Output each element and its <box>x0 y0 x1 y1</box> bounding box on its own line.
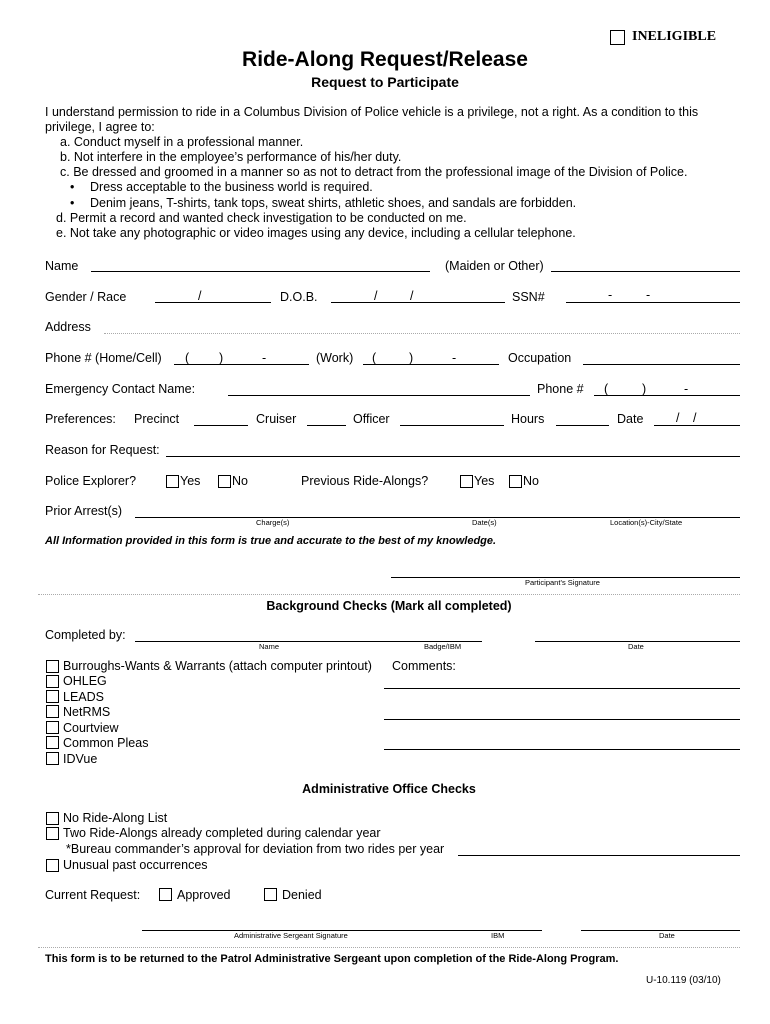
dash-sep: - <box>608 288 613 302</box>
approved-label: Approved <box>177 888 231 902</box>
slash-sep: / <box>374 289 378 303</box>
prior-arrests-label: Prior Arrest(s) <box>45 504 123 518</box>
check-netrms-label: NetRMS <box>63 705 111 719</box>
name-field[interactable] <box>91 271 430 272</box>
denied-checkbox[interactable] <box>264 888 277 901</box>
previous-no-label: No <box>523 474 539 488</box>
check-burroughs-label: Burroughs-Wants & Warrants (attach computer printout) <box>63 659 372 673</box>
condition-e: e. Not take any photographic or video images using any device, including a cellular telephone. <box>56 226 576 240</box>
bullet-icon: • <box>70 196 75 210</box>
officer-field[interactable] <box>400 425 504 426</box>
previous-label: Previous Ride-Alongs? <box>301 474 429 488</box>
occupation-label: Occupation <box>508 351 572 365</box>
name-caption: Name <box>259 642 280 651</box>
check-common-pleas-label: Common Pleas <box>63 736 149 750</box>
intro-line-2: privilege, I agree to: <box>45 120 155 134</box>
phone-work-field[interactable] <box>363 364 499 365</box>
comments-line-3[interactable] <box>384 749 740 750</box>
no-list-label: No Ride-Along List <box>63 811 168 825</box>
ineligible-label: INELIGIBLE <box>632 29 717 44</box>
gender-race-label: Gender / Race <box>45 290 127 304</box>
bullet-icon: • <box>70 180 75 194</box>
footer-divider <box>38 947 740 948</box>
precinct-field[interactable] <box>194 425 248 426</box>
cruiser-field[interactable] <box>307 425 346 426</box>
check-idvue-checkbox[interactable] <box>46 752 59 765</box>
address-field[interactable] <box>104 333 740 334</box>
dates-caption: Date(s) <box>472 518 497 527</box>
bureau-approval-field[interactable] <box>458 855 740 856</box>
reason-field[interactable] <box>166 456 740 457</box>
dash-sep: - <box>262 351 267 365</box>
date-label: Date <box>617 412 644 426</box>
paren-open: ( <box>604 382 609 396</box>
address-label: Address <box>45 320 91 334</box>
charges-caption: Charge(s) <box>256 518 290 527</box>
condition-b: b. Not interfere in the employee’s performance of his/her duty. <box>60 150 402 164</box>
slash-sep: / <box>676 411 680 425</box>
explorer-no-checkbox[interactable] <box>218 475 231 488</box>
work-label: (Work) <box>316 351 354 365</box>
cruiser-label: Cruiser <box>256 412 297 426</box>
completed-by-label: Completed by: <box>45 628 126 642</box>
intro-line-1: I understand permission to ride in a Columbus Division of Police vehicle is a privilege, not a right. As a condition to this <box>45 105 699 119</box>
previous-yes-label: Yes <box>474 474 495 488</box>
emergency-field[interactable] <box>228 395 530 396</box>
explorer-label: Police Explorer? <box>45 474 137 488</box>
two-rides-checkbox[interactable] <box>46 827 59 840</box>
emergency-phone-label: Phone # <box>537 382 584 396</box>
background-heading: Background Checks (Mark all completed) <box>266 599 512 613</box>
comments-label: Comments: <box>392 659 456 673</box>
condition-a: a. Conduct myself in a professional manner. <box>60 135 304 149</box>
ineligible-checkbox[interactable] <box>610 30 625 45</box>
approved-checkbox[interactable] <box>159 888 172 901</box>
no-list-checkbox[interactable] <box>46 812 59 825</box>
check-idvue-label: IDVue <box>63 752 98 766</box>
bureau-approval-label: *Bureau commander’s approval for deviation from two rides per year <box>66 842 445 856</box>
phone-home-field[interactable] <box>174 364 309 365</box>
occupation-field[interactable] <box>583 364 740 365</box>
check-ohleg-checkbox[interactable] <box>46 675 59 688</box>
paren-close: ) <box>642 382 647 396</box>
check-burroughs-checkbox[interactable] <box>46 660 59 673</box>
reason-label: Reason for Request: <box>45 443 160 457</box>
dob-field[interactable] <box>331 302 505 303</box>
name-label: Name <box>45 259 79 273</box>
check-ohleg-label: OHLEG <box>63 674 107 688</box>
paren-close: ) <box>409 351 414 365</box>
sergeant-date-caption: Date <box>659 931 675 940</box>
maiden-field[interactable] <box>551 271 740 272</box>
explorer-yes-label: Yes <box>180 474 201 488</box>
badge-caption: Badge/IBM <box>424 642 462 651</box>
explorer-no-label: No <box>232 474 248 488</box>
form-number: U-10.119 (03/10) <box>646 975 721 986</box>
check-courtview-checkbox[interactable] <box>46 721 59 734</box>
dash-sep: - <box>684 382 689 396</box>
check-courtview-label: Courtview <box>63 721 119 735</box>
current-request-label: Current Request: <box>45 888 141 902</box>
paren-open: ( <box>185 351 190 365</box>
emergency-label: Emergency Contact Name: <box>45 382 196 396</box>
check-netrms-checkbox[interactable] <box>46 705 59 718</box>
maiden-label: (Maiden or Other) <box>445 259 544 273</box>
page-subtitle: Request to Participate <box>311 74 459 90</box>
check-leads-checkbox[interactable] <box>46 690 59 703</box>
certify-statement: All Information provided in this form is true and accurate to the best of my knowledge. <box>45 535 497 547</box>
slash-sep: / <box>410 289 414 303</box>
preferences-label: Preferences: <box>45 412 116 426</box>
condition-c: c. Be dressed and groomed in a manner so as not to detract from the professional image of the Division of Police. <box>60 165 688 179</box>
unusual-label: Unusual past occurrences <box>63 858 208 872</box>
admin-heading: Administrative Office Checks <box>302 782 476 796</box>
section-divider <box>38 594 740 595</box>
slash-sep: / <box>693 411 697 425</box>
hours-label: Hours <box>511 412 545 426</box>
hours-field[interactable] <box>556 425 609 426</box>
dash-sep: - <box>646 288 651 302</box>
bullet-forbidden: Denim jeans, T-shirts, tank tops, sweat shirts, athletic shoes, and sandals are forbidden. <box>90 196 577 210</box>
phone-home-label: Phone # (Home/Cell) <box>45 351 162 365</box>
check-leads-label: LEADS <box>63 690 104 704</box>
previous-no-checkbox[interactable] <box>509 475 522 488</box>
explorer-yes-checkbox[interactable] <box>166 475 179 488</box>
dash-sep: - <box>452 351 457 365</box>
previous-yes-checkbox[interactable] <box>460 475 473 488</box>
condition-d: d. Permit a record and wanted check investigation to be conducted on me. <box>56 211 467 225</box>
paren-open: ( <box>372 351 377 365</box>
ssn-label: SSN# <box>512 290 545 304</box>
unusual-checkbox[interactable] <box>46 859 59 872</box>
precinct-label: Precinct <box>134 412 180 426</box>
comments-line-2[interactable] <box>384 719 740 720</box>
return-instructions: This form is to be returned to the Patrol Administrative Sergeant upon completion of the Ride-Along Program. <box>45 953 619 965</box>
sergeant-signature-caption: Administrative Sergeant Signature <box>234 931 348 940</box>
paren-close: ) <box>219 351 224 365</box>
officer-label: Officer <box>353 412 390 426</box>
emergency-phone-field[interactable] <box>594 395 740 396</box>
slash-sep: / <box>198 289 202 303</box>
gender-race-field[interactable] <box>155 302 271 303</box>
ibm-caption: IBM <box>491 931 505 940</box>
bullet-dress: Dress acceptable to the business world is required. <box>90 180 373 194</box>
pref-date-field[interactable] <box>654 425 740 426</box>
ssn-field[interactable] <box>566 302 740 303</box>
participant-signature-caption: Participant’s Signature <box>525 578 600 587</box>
check-common-pleas-checkbox[interactable] <box>46 736 59 749</box>
dob-label: D.O.B. <box>280 290 318 304</box>
comments-line-1[interactable] <box>384 688 740 689</box>
page-title: Ride-Along Request/Release <box>242 48 528 71</box>
two-rides-label: Two Ride-Alongs already completed during calendar year <box>63 826 381 840</box>
location-caption: Location(s)-City/State <box>610 518 683 527</box>
denied-label: Denied <box>282 888 322 902</box>
date-caption: Date <box>628 642 644 651</box>
